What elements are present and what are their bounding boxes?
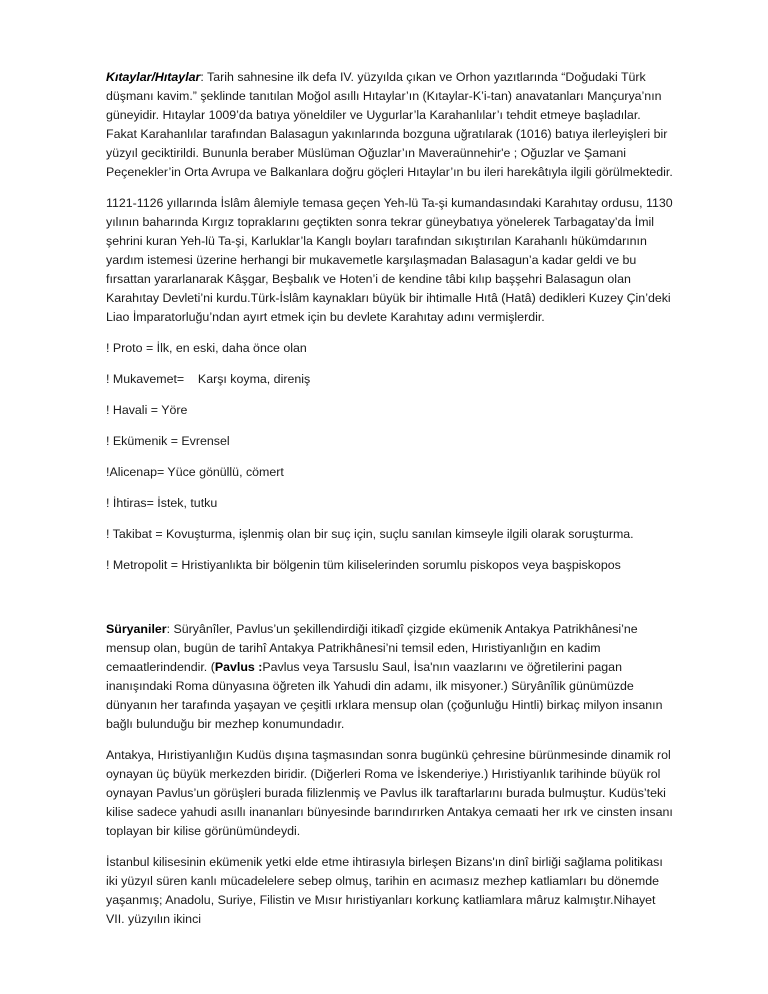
definition-havali: ! Havali = Yöre bbox=[106, 403, 188, 417]
paragraph-antakya: Antakya, Hıristiyanlığın Kudüs dışına taşmasından sonra bugünkü çehresine bürünmesinde dinamik rol oynayan üç büyük merkezden biridir. (Diğerleri Roma ve İskenderiye.) Hıristiyanlık tarihinde büyük rol oynayan Pavlus’un görüşleri burada filizlenmiş ve Pavlus ilk taraftarlarını burada bulmuştur. Kudüs’teki kilise sadece yahudi asıllı inananları bünyesinde barındırırken Antakya cemaati her ırk ve cinsten insanı toplayan bir kilise görünümündeydi. bbox=[106, 748, 673, 838]
definition-ekumenik: ! Ekümenik = Evrensel bbox=[106, 434, 230, 448]
paragraph-suryaniler-text2: Pavlus veya Tarsuslu Saul, İsa'nın vaazlarını ve öğretilerini pagan inanışındaki Roma dünyasına öğreten ilk Yahudi din adamı, ilk misyoner.) Süryânîlik günümüzde dünyanın her tarafında yaşayan ve çeşitli ırklara mensup olan (çoğunluğu Hintli) birkaç milyon insanın bağlı bulunduğu bir mezhep konumundadır. bbox=[106, 660, 663, 731]
term-kitaylar: Kıtaylar/Hıtaylar bbox=[106, 70, 201, 84]
term-suryaniler: Süryaniler bbox=[106, 622, 167, 636]
definitions-list bbox=[106, 339, 674, 575]
definition-takibat: ! Takibat = Kovuşturma, işlenmiş olan bir suç için, suçlu sanılan kimseyle ilgili olarak soruşturma. bbox=[106, 527, 634, 541]
paragraph-kitaylar-text: : Tarih sahnesine ilk defa IV. yüzyılda çıkan ve Orhon yazıtlarında “Doğudaki Türk düşmanı kavim.” şeklinde tanıtılan Moğol asıllı Hıtaylar’ın (Kıtaylar-K’i-tan) anavatanları Mançurya’nın güneyidir. Hıtaylar 1009’da batıya yöneldiler ve Uygurlar’la Karahanlılar’ı tehdit etmeye başladılar. Fakat Karahanlılar tarafından Balasagun yakınlarında bozguna uğratılarak (1016) batıya ilerleyişleri bir yüzyıl geciktirildi. Bununla beraber Müslüman Oğuzlar’ın Maveraünnehir'e ; Oğuzlar ve Şamani Peçenekler’in Orta Avrupa ve Balkanlara doğru göçleri Hıtaylar’ın bu ileri harekâtıyla ilgili görülmektedir. bbox=[106, 70, 673, 179]
document-page bbox=[106, 68, 674, 941]
section-gap bbox=[106, 587, 674, 620]
definition-metropolit: ! Metropolit = Hristiyanlıkta bir bölgenin tüm kiliselerinden sorumlu piskopos veya başpiskopos bbox=[106, 558, 621, 572]
paragraph-karahitay: 1121-1126 yıllarında İslâm âlemiyle temasa geçen Yeh-lü Ta-şi kumandasındaki Karahıtay ordusu, 1130 yılının baharında Kırgız topraklarını geçtikten sonra tekrar güneybatıya yönelerek Tarbagatay’da İmil şehrini kuran Yeh-lü Ta-şi, Karluklar’la Kanglı boyları tarafından sıkıştırılan Karahanlı hükümdarının yardım istemesi üzerine herhangi bir mukavemetle karşılaşmadan Balasagun’a kadar geldi ve bu fırsattan yararlanarak Kâşgar, Beşbalık ve Hoten’i de kendine tâbi kılıp başşehri Balasagun olan Karahıtay Devleti’ni kurdu.Türk-İslâm kaynakları büyük bir ihtimalle Hıtâ (Hatâ) dedikleri Kuzey Çin’deki Liao İmparatorluğu’ndan ayırt etmek için bu devlete Karahıtay adını vermişlerdir. bbox=[106, 196, 673, 324]
paragraph-kitaylar bbox=[106, 68, 674, 182]
paragraph-suryaniler-text1: : Süryânîler, Pavlus’un şekillendirdiği itikadî çizgide ekümenik Antakya Patrikhânesi’ne mensup olan, bugün de tarihî Antakya Patrikhânesi’ni temsil eden, Hıristiyanlığın en kadim cemaatlerindendir. ( bbox=[106, 622, 638, 674]
definition-alicenap: !Alicenap= Yüce gönüllü, cömert bbox=[106, 465, 284, 479]
term-pavlus: Pavlus : bbox=[214, 660, 263, 674]
definition-ihtiras: ! İhtiras= İstek, tutku bbox=[106, 496, 218, 510]
paragraph-istanbul: İstanbul kilisesinin ekümenik yetki elde etme ihtirasıyla birleşen Bizans'ın dinî birliği sağlama politikası iki yüzyıl süren kanlı mücadelelere sebep olmuş, tarihin en acımasız mezhep katliamları bu dönemde yaşanmış; Anadolu, Suriye, Filistin ve Mısır hıristiyanları korkunç katliamlara mâruz kalmıştır.Nihayet VII. yüzyılın ikinci bbox=[106, 855, 663, 926]
paragraph-suryaniler bbox=[106, 620, 674, 734]
definition-mukavemet: ! Mukavemet= Karşı koyma, direniş bbox=[106, 372, 311, 386]
definition-proto: ! Proto = İlk, en eski, daha önce olan bbox=[106, 341, 307, 355]
